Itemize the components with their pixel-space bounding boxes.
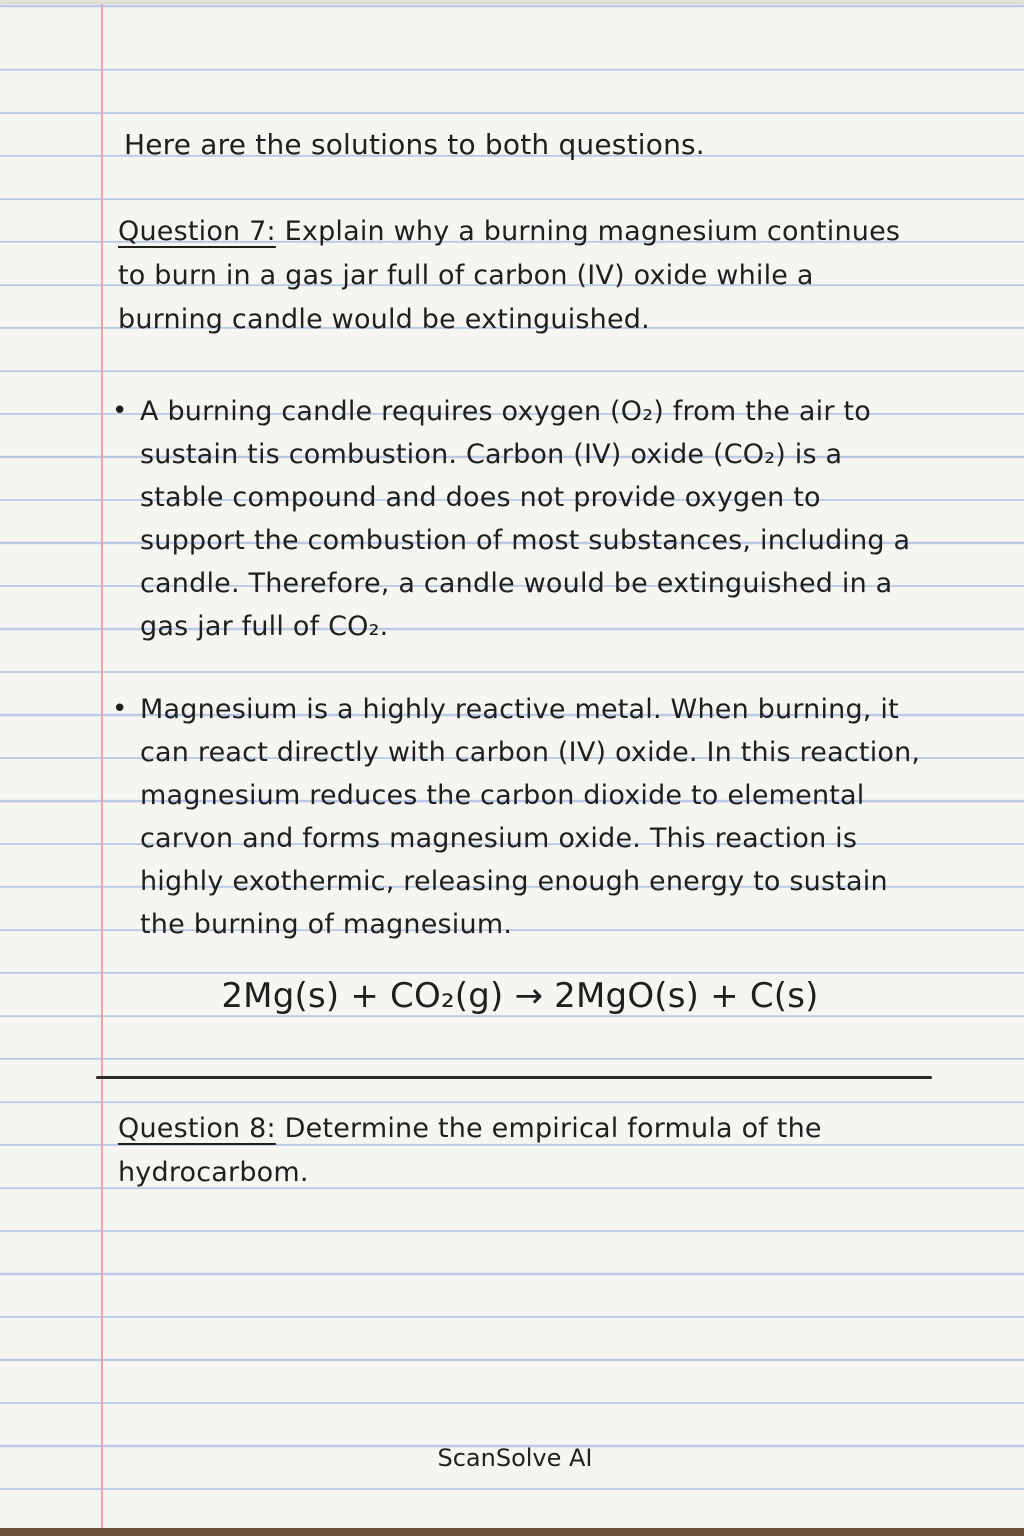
- question-7: [118, 210, 918, 342]
- notebook-page: [0, 4, 1024, 1530]
- chemical-equation: 2Mg(s) + CO₂(g) → 2MgO(s) + C(s): [221, 976, 819, 1016]
- question-8: [118, 1107, 918, 1195]
- answer-bullet-candle: [110, 390, 930, 648]
- footer-brand: ScanSolve AI: [437, 1444, 593, 1472]
- question-7-text: Explain why a burning magnesium continues to burn in a gas jar full of carbon (IV) oxide while a burning candle would be extinguished.: [118, 216, 901, 335]
- bullet-text: A burning candle requires oxygen (O₂) from the air to sustain tis combustion. Carbon (IV) oxide (CO₂) is a stable compound and does not provide oxygen to support the combustion of most substances, including a candle. Therefore, a candle would be extinguished in a gas jar full of CO₂.: [140, 396, 911, 642]
- question-8-label: Question 8:: [118, 1113, 276, 1144]
- question-8-text: Determine the empirical formula of the hydrocarbom.: [118, 1113, 822, 1188]
- answer-bullet-magnesium: [110, 688, 930, 946]
- question-7-label: Question 7:: [118, 216, 276, 247]
- section-divider: [96, 1076, 932, 1079]
- bullet-dot-icon: •: [112, 694, 128, 724]
- desk-edge: [0, 1528, 1024, 1536]
- intro-text: Here are the solutions to both questions.: [124, 128, 705, 161]
- margin-line: [101, 4, 103, 1530]
- bullet-text: Magnesium is a highly reactive metal. When burning, it can react directly with carbon (IV) oxide. In this reaction, magnesium reduces the carbon dioxide to elemental carvon and forms magnesium oxide. This reaction is highly exothermic, releasing enough energy to sustain the burning of magnesium.: [140, 694, 921, 940]
- bullet-dot-icon: •: [112, 396, 128, 426]
